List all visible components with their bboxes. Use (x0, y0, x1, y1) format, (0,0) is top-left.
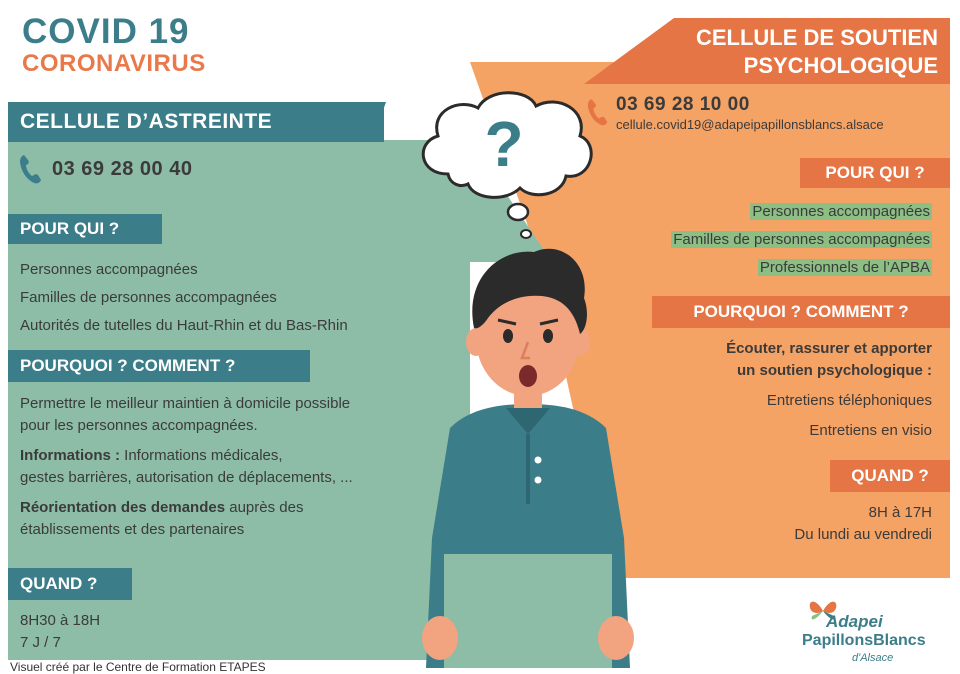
right-email[interactable]: cellule.covid19@adapeipapillonsblancs.alsace (616, 117, 884, 132)
footer-credit: Visuel créé par le Centre de Formation ETAPES (10, 660, 266, 674)
right-ecouter-text (726, 338, 932, 382)
list-item: Autorités de tutelles du Haut-Rhin et du Bas-Rhin (20, 317, 348, 334)
list-item-text: Professionnels de l’APBA (759, 259, 930, 276)
informations-bold: Informations : (20, 447, 120, 464)
person-illustration (410, 238, 646, 668)
left-banner-tip (372, 102, 386, 142)
left-pourquoi-tab: POURQUOI ? COMMENT ? (8, 350, 310, 382)
left-pour-qui-list (20, 256, 348, 340)
ecouter-line1: Écouter, rassurer et apporter (726, 340, 932, 357)
left-banner: CELLULE D’ASTREINTE (8, 102, 384, 142)
left-days: 7 J / 7 (20, 634, 61, 651)
left-hours: 8H30 à 18H (20, 612, 101, 629)
list-item (671, 198, 932, 226)
left-pourquoi-text (20, 393, 450, 541)
left-quand-text (20, 610, 100, 654)
pourquoi-line: Permettre le meilleur maintien à domicile possible (20, 395, 351, 412)
logo-line1: Adapei (826, 612, 883, 631)
reorientation-bold: Réorientation des demandes (20, 499, 226, 516)
pourquoi-line: pour les personnes accompagnées. (20, 417, 258, 434)
right-banner (674, 18, 950, 84)
right-pourquoi-tab: POURQUOI ? COMMENT ? (652, 296, 950, 328)
right-pour-qui-list (671, 198, 932, 282)
thought-bubble-icon (408, 84, 604, 244)
page-title: COVID 19 (22, 12, 190, 51)
left-quand-tab: QUAND ? (8, 568, 132, 600)
right-banner-line2: PSYCHOLOGIQUE (743, 53, 938, 78)
entretiens-line1: Entretiens téléphoniques (766, 392, 932, 409)
list-item-text: Personnes accompagnées (752, 203, 930, 220)
right-hours: 8H à 17H (868, 504, 932, 521)
reorientation-line2: établissements et des partenaires (20, 521, 245, 538)
right-entretiens (767, 386, 932, 446)
list-item-text: Familles de personnes accompagnées (673, 231, 930, 248)
right-days: Du lundi au vendredi (794, 526, 932, 543)
right-quand-tab: QUAND ? (830, 460, 950, 492)
list-item (671, 226, 932, 254)
list-item: Personnes accompagnées (20, 261, 198, 278)
informations-line2: gestes barrières, autorisation de déplacements, ... (20, 469, 353, 486)
ecouter-line2: un soutien psychologique : (737, 362, 932, 379)
logo-line3: d'Alsace (852, 652, 894, 664)
reorientation-line (20, 497, 450, 519)
left-phone-number[interactable]: 03 69 28 00 40 (52, 158, 193, 180)
phone-icon (18, 153, 44, 185)
list-item: Familles de personnes accompagnées (20, 289, 277, 306)
left-pour-qui-tab: POUR QUI ? (8, 214, 162, 244)
informations-line (20, 445, 450, 467)
right-banner-line1: CELLULE DE SOUTIEN (695, 25, 938, 50)
right-pour-qui-tab: POUR QUI ? (800, 158, 950, 188)
informations-rest: Informations médicales, (120, 447, 283, 464)
entretiens-line2: Entretiens en visio (809, 422, 932, 439)
page-subtitle: CORONAVIRUS (22, 50, 206, 77)
reorientation-rest: auprès des (225, 499, 304, 516)
right-phone-number[interactable]: 03 69 28 10 00 (616, 94, 750, 115)
question-mark: ? (484, 108, 524, 180)
right-banner-tip (584, 18, 674, 84)
right-quand-text (794, 502, 932, 546)
logo-line2: PapillonsBlancs (802, 632, 926, 649)
list-item (671, 254, 932, 282)
